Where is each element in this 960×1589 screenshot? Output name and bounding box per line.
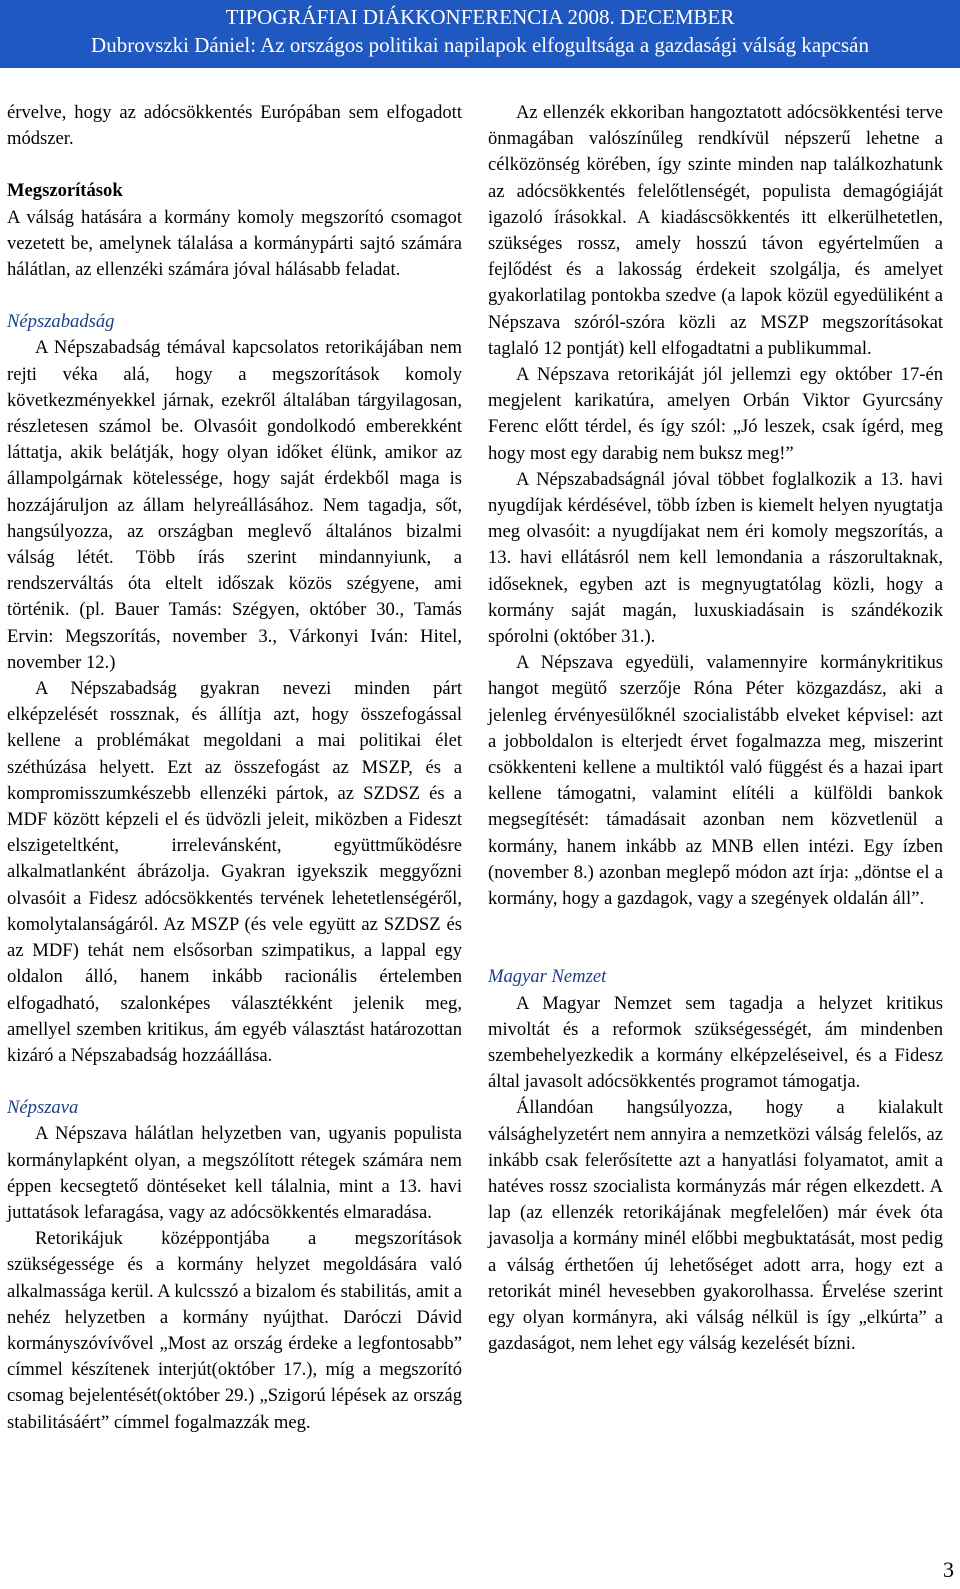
right-column	[488, 100, 943, 1357]
paragraph-right-3: A Népszabadságnál jóval többet foglalkozik a 13. havi nyugdíjak kérdésével, több ízben is kiemelt helyen nyugtatja meg olvasóit: a nyugdíjakat nem éri komoly megszorítás, a 13. havi ellátásról nem kell lemondania a rászorultaknak, időseknek, egyben azt is megnyugtatólag közli, hogy a kormány saját magán, luxuskiadásain is szándékozik spórolni (október 31.).	[488, 468, 943, 648]
left-column	[7, 100, 462, 1436]
page-header	[0, 0, 960, 68]
paragraph-magyar-nemzet-2: Állandóan hangsúlyozza, hogy a kialakult válsághelyzetért nem annyira a nemzetközi válság felelős, az inkább csak felerősítette azt a hanyatlási folyamatot, amit a hatéves rossz szocialista kormányzás már régen elkezdett. A lap (az ellenzék retorikájának megfelelően) már évek óta javasolja a kormány minél előbbi megbuktatását, most pedig a válság érthetően új lehetőséget adott arra, hogy ezt a retorikát minél hevesebben gyakorolhassa. Érvelése szerint egy olyan kormányra, aki válság nélkül is így „elkúrta” a gazdaságot, nem lehet egy válság kezelését bízni.	[488, 1097, 943, 1355]
paragraph-right-4: A Népszava egyedüli, valamennyire kormánykritikus hangot megütő szerzője Róna Péter közgazdász, aki a jelenleg érvényesülőknél szocialistább elveket képvisel: azt a jobboldalon is elterjedt érvet fogalmazza meg, miszerint csökkenteni kellene a multiktól való függést és a hazai ipart kellene támogatni, valamint elítéli a külföldi bankok megsegítését: támadásait azonban nem közvetlenül a kormány, hanem inkább az MNB ellen intézi. Egy ízben (november 8.) azonban meglepő módon azt írja: „döntse el a kormány, hogy a gazdagok, vagy a szegények oldalán áll”.	[488, 652, 943, 910]
paragraph-right-1: Az ellenzék ekkoriban hangoztatott adócsökkentési terve önmagában valószínűleg rendkívül népszerű lehetne a célközönség körében, így szinte minden nap találkozhatunk az adócsökkentés felelőtlenségét, populista demagógiáját igazoló írásokkal. A kiadáscsökkentés itt elkerülhetetlen, szükséges rossz, amely hosszú távon egyértelműen a fejlődést és a lakosság érdekeit szolgálja, és amelyet gyakorlatilag pontokba szedve (a lapok közül egyedüliként a Népszava szóról-szóra közli az MSZP megszorításokat taglaló 12 pontját) kell elfogadtatni a publikummal.	[488, 102, 943, 359]
page-number: 3	[943, 1557, 954, 1582]
paragraph-nepszava-1: A Népszava hálátlan helyzetben van, ugyanis populista kormánylapként olyan, a megszólított rétegek számára nem éppen kecsegtető döntéseket kell tálalnia, mint a 13. havi juttatások lefaragása, vagy az adócsökkentés elmaradása.	[7, 1123, 462, 1223]
subsection-heading-magyar-nemzet: Magyar Nemzet	[488, 966, 607, 988]
paragraph-megszoritasok: A válság hatására a kormány komoly megszorító csomagot vezetett be, amelynek tálalása a kormánypárti sajtó számára hálátlan, az ellenzéki számára jóval hálásabb feladat.	[7, 206, 462, 281]
paragraph-right-2: A Népszava retorikáját jól jellemzi egy október 17-én megjelent karikatúra, amelyen Orbán Viktor Gyurcsány Ferenc előtt térdel, és így szól: „Jó leszek, csak ígérd, meg hogy most egy darabig nem buksz meg!”	[488, 364, 943, 464]
paragraph-magyar-nemzet-1: A Magyar Nemzet sem tagadja a helyzet kritikus mivoltát és a reformok szükségességét, ám mindenben szembehelyezkedik a kormány elképzeléseivel, és a Fidesz által javasolt adócsökkentés programot támogatja.	[488, 992, 943, 1093]
subsection-heading-nepszava: Népszava	[7, 1097, 79, 1119]
paragraph-intro: érvelve, hogy az adócsökkentés Európában sem elfogadott módszer.	[7, 102, 462, 150]
subsection-heading-nepszabadsag: Népszabadság	[7, 311, 115, 333]
section-heading-megszoritasok: Megszorítások	[7, 180, 123, 202]
header-paper-title: Dubrovszki Dániel: Az országos politikai napilapok elfogultsága a gazdasági válság kapcsán	[91, 33, 869, 57]
paragraph-nepszabadsag-2: A Népszabadság gyakran nevezi minden párt elképzelését rossznak, és állítja azt, hogy összefogással kellene a problémákat megoldani a mai politikai élet széthúzása helyett. Ezt az összefogást az MSZP, és a kompromisszumkészebb ellenzéki pártok, az SZDSZ és a MDF között képzeli el és üdvözli jeleit, miközben a Fideszt elszigeteltként, irrelevánsként, együttműködésre alkalmatlanként ábrázolja. Gyakran igyekszik meggyőzni olvasóit a Fidesz adócsökkentés tervének lehetetlenségéről, komolytalanságáról. Az MSZP (és vele együtt az SZDSZ és az MDF) tehát nem elsősorban szimpatikus, a lappal egy oldalon álló, hanem inkább racionális értelemben elfogadható, szalonképes választékként jelenik meg, amellyel szemben kritikus, ám egyéb választást határozottan kizáró a Népszabadság hozzáállása.	[7, 678, 462, 1066]
header-conference-title: TIPOGRÁFIAI DIÁKKONFERENCIA 2008. DECEMBER	[225, 5, 735, 29]
paragraph-nepszava-2: Retorikájuk középpontjába a megszorítások szükségessége és a kormány helyzet megoldására való alkalmassága kerül. A kulcsszó a bizalom és stabilitás, amit a nehéz helyzetben a kormány nyújthat. Daróczi Dávid kormányszóvívővel „Most az ország érdeke a legfontosabb” címmel készítenek interjút(október 17.), míg a megszorító csomag bejelentését(október 29.) „Szigorú lépések az ország stabilitásáért” címmel fogalmazzák meg.	[7, 1228, 462, 1433]
paragraph-nepszabadsag-1: A Népszabadság témával kapcsolatos retorikájában nem rejti véka alá, hogy a megszorítások komoly következményekkel járnak, ezekről általában tárgyilagosan, részletesen számol be. Olvasóit gondolkodó emberekként láttatja, akik belátják, hogy olyan időket élünk, amikor az állampolgárnak kötelessége, hogy saját érdekből maga is hozzájáruljon az állam helyreállásához. Nem tagadja, sőt, hangsúlyozza, az országban meglevő általános bizalmi válság létét. Több írás szerint mindannyiunk, a rendszerváltás óta eltelt időszak közös szégyene, ami történik. (pl. Bauer Tamás: Szégyen, október 30., Tamás Ervin: Megszorítás, november 3., Várkonyi Iván: Hitel, november 12.)	[7, 337, 462, 673]
